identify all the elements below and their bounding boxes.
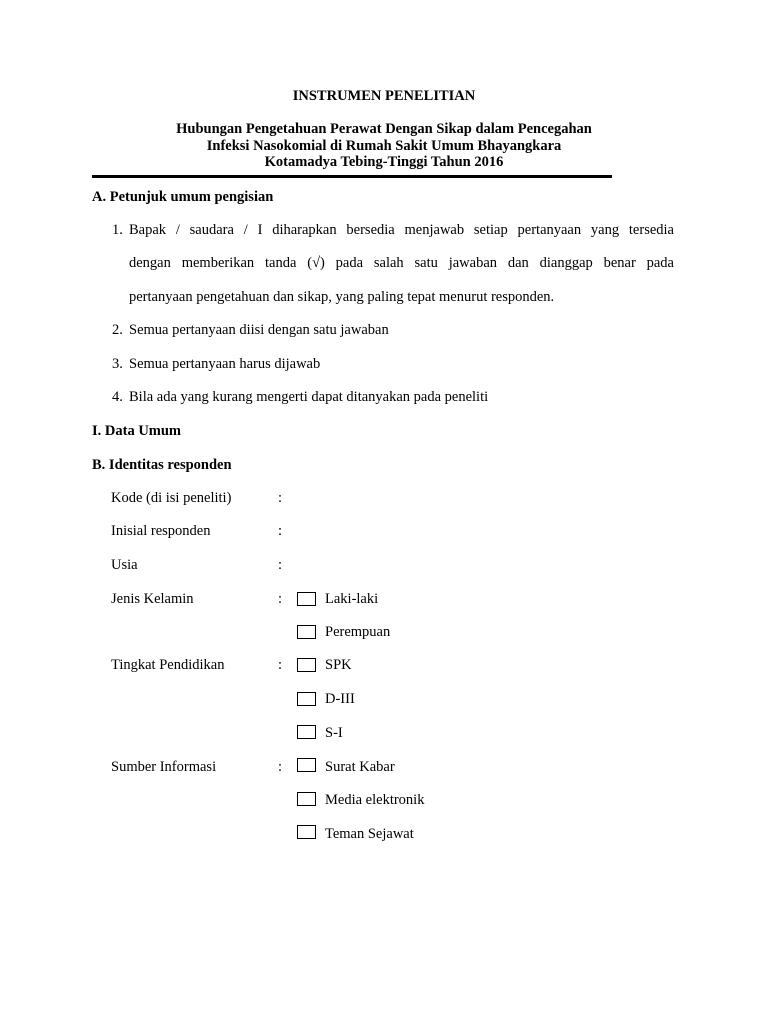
option-label-s-i: S-I: [325, 725, 343, 741]
subtitle-line: Kotamadya Tebing-Tinggi Tahun 2016: [264, 154, 504, 170]
subtitle-line: Hubungan Pengetahuan Perawat Dengan Sikap dalam Pencegahan: [176, 121, 592, 137]
instruction-item: [112, 222, 674, 240]
field-label-sumber-informasi: Sumber Informasi: [111, 759, 217, 775]
instruction-text: dengan memberikan tanda (√) pada salah satu jawaban dan dianggap benar pada: [129, 255, 674, 271]
field-colon: :: [278, 657, 283, 673]
checkbox-media-elektronik[interactable]: [297, 792, 316, 806]
field-label-jenis-kelamin: Jenis Kelamin: [111, 591, 194, 607]
field-label-usia: Usia: [111, 557, 138, 573]
instruction-text: Bapak / saudara / I diharapkan bersedia menjawab setiap pertanyaan yang tersedia: [129, 222, 674, 238]
field-colon: :: [278, 557, 283, 573]
checkbox-laki-laki[interactable]: [297, 592, 316, 606]
instruction-continuation: [112, 289, 674, 307]
section-a-heading: A. Petunjuk umum pengisian: [92, 189, 274, 205]
field-label-inisial: Inisial responden: [111, 523, 211, 539]
instruction-text: Bila ada yang kurang mengerti dapat ditanyakan pada peneliti: [129, 389, 489, 405]
option-label-laki-laki: Laki-laki: [325, 591, 379, 607]
field-label-tingkat-pendidikan: Tingkat Pendidikan: [111, 657, 225, 673]
checkbox-surat-kabar[interactable]: [297, 758, 316, 772]
checkbox-teman-sejawat[interactable]: [297, 825, 316, 839]
option-label-media-elektronik: Media elektronik: [325, 792, 425, 808]
instruction-item: [112, 389, 674, 407]
instruction-text: pertanyaan pengetahuan dan sikap, yang paling tepat menurut responden.: [129, 289, 555, 305]
title-divider: [92, 175, 612, 178]
checkbox-perempuan[interactable]: [297, 625, 316, 639]
instruction-number: 1.: [112, 222, 123, 238]
document-subtitle: [150, 121, 618, 171]
option-label-perempuan: Perempuan: [325, 624, 391, 640]
field-label-kode: Kode (di isi peneliti): [111, 490, 232, 506]
field-colon: :: [278, 523, 283, 539]
checkbox-spk[interactable]: [297, 658, 316, 672]
option-label-spk: SPK: [325, 657, 352, 673]
instruction-text: Semua pertanyaan harus dijawab: [129, 356, 321, 372]
field-colon: :: [278, 591, 283, 607]
instruction-number: 4.: [112, 389, 123, 405]
subtitle-line: Infeksi Nasokomial di Rumah Sakit Umum Bhayangkara: [206, 137, 562, 154]
option-label-d-iii: D-III: [325, 691, 355, 707]
section-b-heading: B. Identitas responden: [92, 457, 232, 473]
instruction-item: [112, 322, 674, 340]
instruction-text: Semua pertanyaan diisi dengan satu jawaban: [129, 322, 389, 338]
instruction-number: 2.: [112, 322, 123, 338]
field-colon: :: [278, 490, 283, 506]
instruction-continuation: [112, 255, 674, 273]
option-label-surat-kabar: Surat Kabar: [325, 759, 395, 775]
option-label-teman-sejawat: Teman Sejawat: [325, 826, 414, 842]
checkbox-d-iii[interactable]: [297, 692, 316, 706]
checkbox-s-i[interactable]: [297, 725, 316, 739]
instruction-number: 3.: [112, 356, 123, 372]
field-colon: :: [278, 759, 283, 775]
section-i-heading: I. Data Umum: [92, 423, 182, 439]
instruction-item: [112, 356, 674, 374]
document-title: INSTRUMEN PENELITIAN: [292, 88, 476, 104]
